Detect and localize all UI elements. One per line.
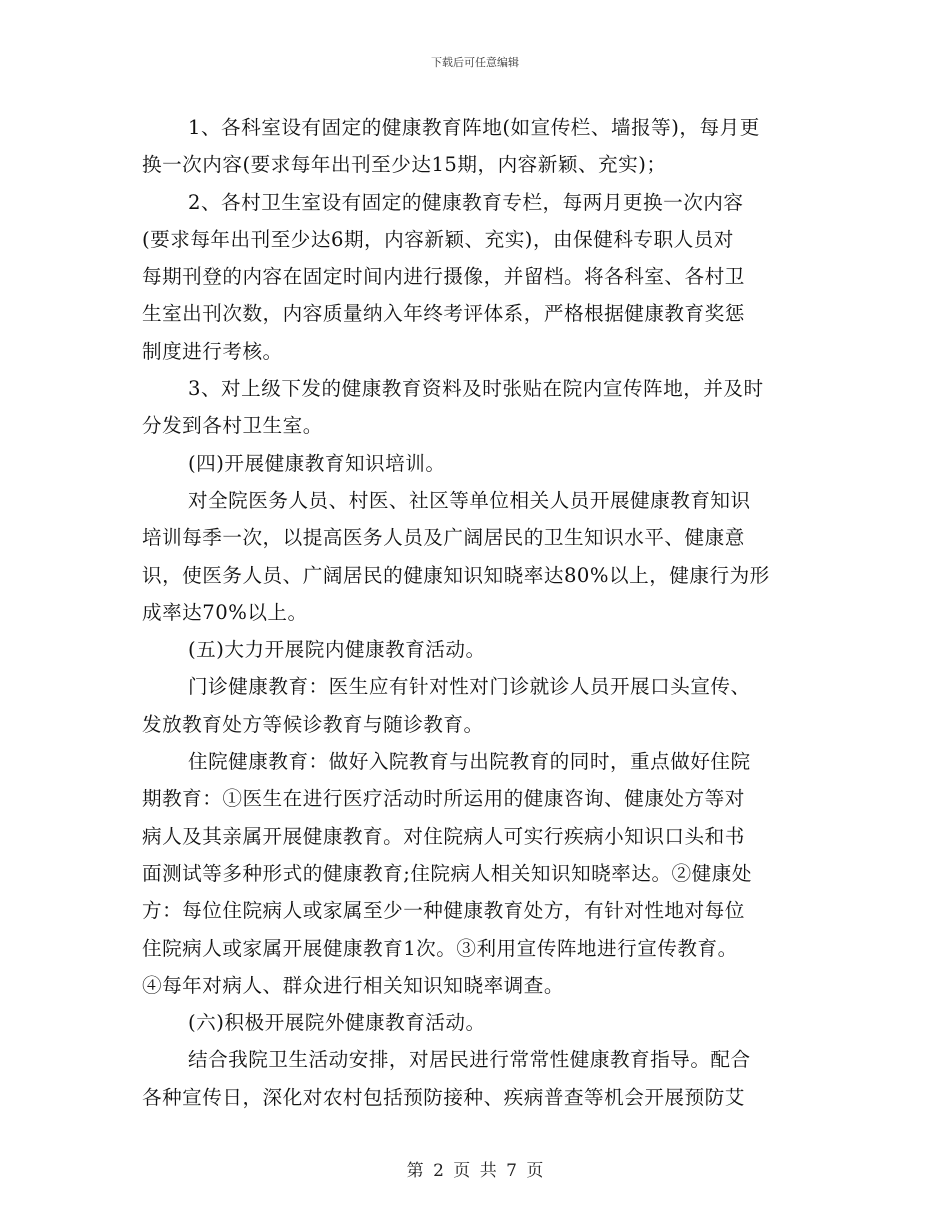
text-line: 门诊健康教育：医生应有针对性对门诊就诊人员开展口头宣传、 xyxy=(188,675,751,699)
text-line: 结合我院卫生活动安排，对居民进行常常性健康教育指导。配合 xyxy=(188,1048,751,1072)
text-line: (五)大力开展院内健康教育活动。 xyxy=(188,638,486,662)
page-header: 下载后可任意编辑 xyxy=(431,56,519,69)
text-line: 培训每季一次，以提高医务人员及广阔居民的卫生知识水平、健康意 xyxy=(142,526,745,550)
text-line: 每期刊登的内容在固定时间内进行摄像，并留档。将各科室、各村卫 xyxy=(142,265,745,289)
text-line: 住院健康教育：做好入院教育与出院教育的同时，重点做好住院 xyxy=(188,750,751,774)
text-line: 期教育：①医生在进行医疗活动时所运用的健康咨询、健康处方等对 xyxy=(142,787,745,811)
text-line: (六)积极开展院外健康教育活动。 xyxy=(188,1011,486,1035)
text-line: (要求每年出刊至少达6期，内容新颖、充实)，由保健科专职人员对 xyxy=(142,227,734,251)
document-body xyxy=(142,109,810,1116)
text-line: 分发到各村卫生室。 xyxy=(142,414,323,438)
text-line: 换一次内容(要求每年出刊至少达15期，内容新颖、充实)； xyxy=(142,153,667,177)
text-line: (四)开展健康教育知识培训。 xyxy=(188,451,446,475)
text-line: 成率达70%以上。 xyxy=(142,600,308,624)
text-line: 生室出刊次数，内容质量纳入年终考评体系，严格根据健康教育奖惩 xyxy=(142,302,745,326)
text-line: 病人及其亲属开展健康教育。对住院病人可实行疾病小知识口头和书 xyxy=(142,824,745,848)
text-line: 方：每位住院病人或家属至少一种健康教育处方，有针对性地对每位 xyxy=(142,899,745,923)
text-line: 面测试等多种形式的健康教育;住院病人相关知识知晓率达。②健康处 xyxy=(142,861,752,885)
text-line: 3、对上级下发的健康教育资料及时张贴在院内宣传阵地，并及时 xyxy=(188,377,764,401)
text-line: 住院病人或家属开展健康教育1次。③利用宣传阵地进行宣传教育。 xyxy=(142,936,738,960)
text-line: ④每年对病人、群众进行相关知识知晓率调查。 xyxy=(142,973,564,997)
page-footer: 第 2 页 共 7 页 xyxy=(406,1161,544,1181)
text-line: 对全院医务人员、村医、社区等单位相关人员开展健康教育知识 xyxy=(188,488,751,512)
text-line: 各种宣传日，深化对农村包括预防接种、疾病普查等机会开展预防艾 xyxy=(142,1085,745,1109)
text-line: 发放教育处方等候诊教育与随诊教育。 xyxy=(142,712,484,736)
text-line: 识，使医务人员、广阔居民的健康知识知晓率达80%以上，健康行为形 xyxy=(142,563,770,587)
text-line: 1、各科室设有固定的健康教育阵地(如宣传栏、墙报等)，每月更 xyxy=(188,116,760,139)
text-line: 制度进行考核。 xyxy=(142,339,283,363)
text-line: 2、各村卫生室设有固定的健康教育专栏，每两月更换一次内容 xyxy=(188,190,744,214)
